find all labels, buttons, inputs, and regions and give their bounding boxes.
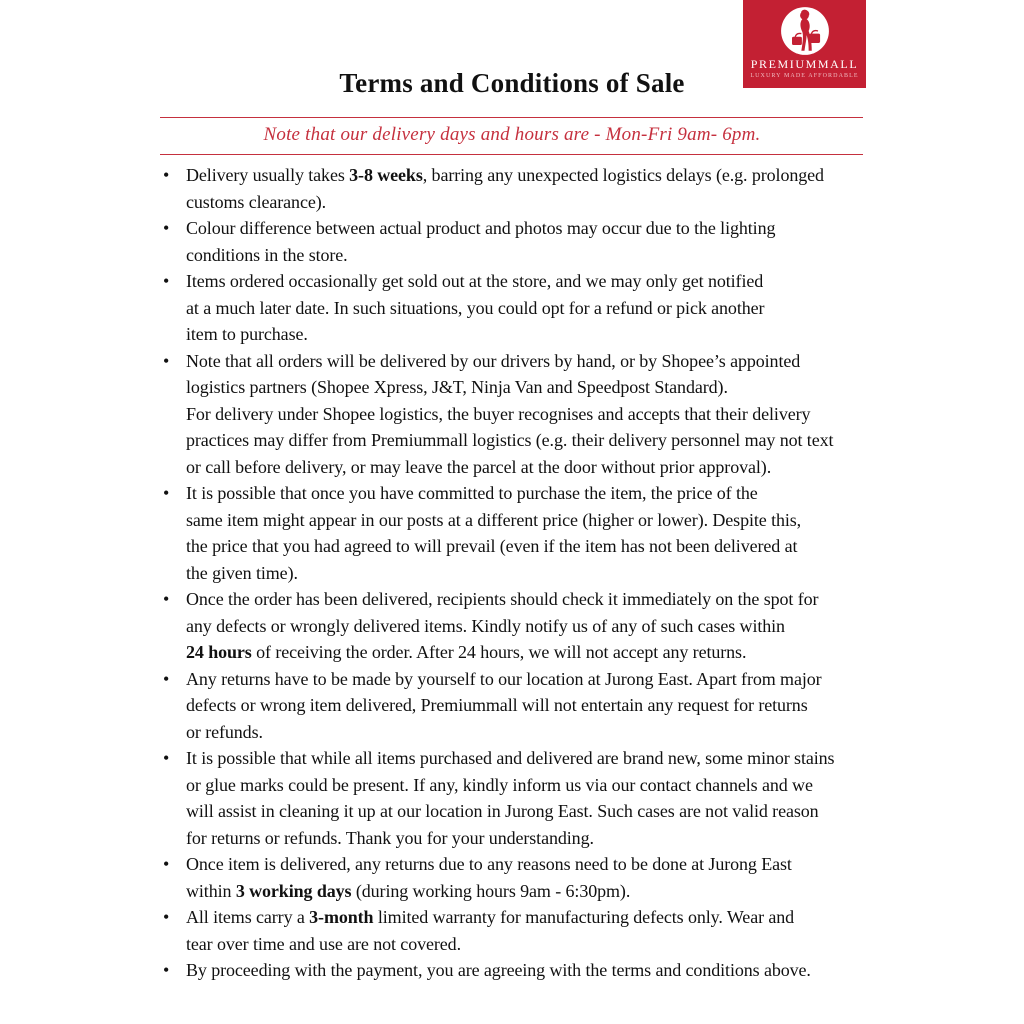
page-title: Terms and Conditions of Sale (339, 68, 685, 98)
term-item: • Any returns have to be made by yourself to our location at Jurong East. Apart from major defects or wrong item delivered, Premiummall will not entertain any request for returns or refunds. (160, 666, 920, 746)
term-item: • Note that all orders will be delivered by our drivers by hand, or by Shopee’s appointed logistics partners (Shopee Xpress, J&T, Ninja Van and Speedpost Standard). For delivery under Shopee logistics, the buyer recognises and accepts that their delivery practices may differ from Premiummall logistics (e.g. their delivery personnel may not text or call before delivery, or may leave the parcel at the door without prior approval). (160, 348, 920, 481)
term-item: • Colour difference between actual product and photos may occur due to the lighting conditions in the store. (160, 215, 920, 268)
term-item: • All items carry a 3-month limited warranty for manufacturing defects only. Wear and tear over time and use are not covered. (160, 904, 920, 957)
term-item: • Items ordered occasionally get sold out at the store, and we may only get notified at a much later date. In such situations, you could opt for a refund or pick another item to purchase. (160, 268, 920, 348)
terms-list (160, 162, 920, 984)
term-item: • Once the order has been delivered, recipients should check it immediately on the spot for any defects or wrongly delivered items. Kindly notify us of any of such cases within 24 hours of receiving the order. After 24 hours, we will not accept any returns. (160, 586, 920, 666)
term-item: • Delivery usually takes 3-8 weeks, barring any unexpected logistics delays (e.g. prolonged customs clearance). (160, 162, 920, 215)
term-item: • Once item is delivered, any returns due to any reasons need to be done at Jurong East within 3 working days (during working hours 9am - 6:30pm). (160, 851, 920, 904)
logo-brand-name: PREMIUMMALL (750, 57, 859, 71)
logo-tagline: LUXURY MADE AFFORDABLE (750, 73, 859, 79)
delivery-hours-notice: Note that our delivery days and hours are - Mon-Fri 9am- 6pm. (263, 124, 761, 145)
term-item: • It is possible that while all items purchased and delivered are brand new, some minor stains or glue marks could be present. If any, kindly inform us via our contact channels and we will assist in cleaning it up at our location in Jurong East. Such cases are not valid reason for returns or refunds. Thank you for your understanding. (160, 745, 920, 851)
term-item: • It is possible that once you have committed to purchase the item, the price of the same item might appear in our posts at a different price (higher or lower). Despite this, the price that you had agreed to will prevail (even if the item has not been delivered at the given time). (160, 480, 920, 586)
woman-with-shopping-bags-icon (779, 5, 831, 57)
divider-top (160, 117, 863, 118)
divider-bottom (160, 154, 863, 155)
term-item: • By proceeding with the payment, you are agreeing with the terms and conditions above. (160, 957, 920, 984)
